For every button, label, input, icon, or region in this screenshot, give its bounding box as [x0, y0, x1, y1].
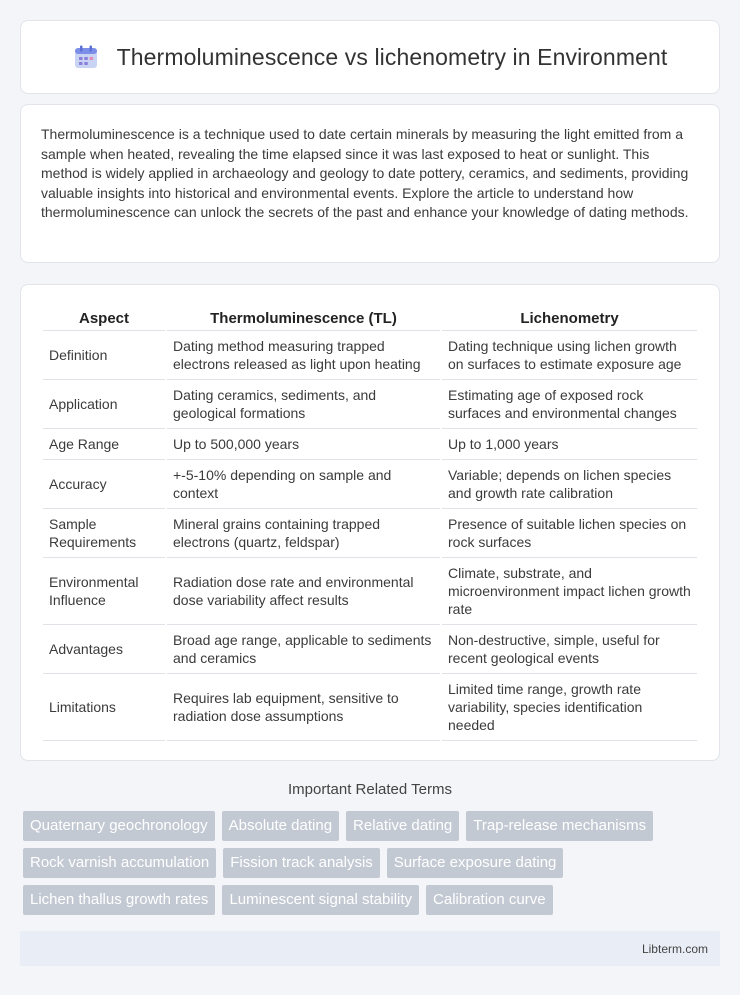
cell-tl: Dating method measuring trapped electrons released as light upon heating: [167, 331, 440, 380]
cell-lichenometry: Up to 1,000 years: [442, 429, 697, 460]
cell-lichenometry: Estimating age of exposed rock surfaces and environmental changes: [442, 380, 697, 429]
footer: [20, 931, 720, 966]
intro-card: [20, 104, 720, 263]
cell-tl: +-5-10% depending on sample and context: [167, 460, 440, 509]
table-row: [43, 380, 697, 429]
cell-lichenometry: Dating technique using lichen growth on surfaces to estimate exposure age: [442, 331, 697, 380]
table-row: [43, 674, 697, 741]
cell-aspect: Definition: [43, 331, 165, 380]
column-header-lichenometry: Lichenometry: [442, 305, 697, 331]
related-term-tag[interactable]: Calibration curve: [426, 885, 553, 915]
cell-aspect: Advantages: [43, 625, 165, 674]
related-terms-section: [20, 781, 720, 915]
footer-brand[interactable]: Libterm.com: [641, 941, 708, 956]
comparison-table: [41, 305, 699, 741]
related-terms-title: Important Related Terms: [288, 781, 452, 798]
related-term-tag[interactable]: Luminescent signal stability: [222, 885, 419, 915]
cell-lichenometry: Limited time range, growth rate variability, species identification needed: [442, 674, 697, 741]
page-header: [20, 20, 720, 94]
table-row: [43, 429, 697, 460]
cell-tl: Requires lab equipment, sensitive to radiation dose assumptions: [167, 674, 440, 741]
calendar-icon: [73, 44, 99, 70]
page-title: Thermoluminescence vs lichenometry in Environment: [116, 43, 668, 70]
cell-tl: Broad age range, applicable to sediments and ceramics: [167, 625, 440, 674]
table-row: [43, 331, 697, 380]
column-header-aspect: Aspect: [43, 305, 165, 331]
table-header-row: [43, 305, 697, 331]
cell-aspect: Accuracy: [43, 460, 165, 509]
cell-tl: Radiation dose rate and environmental dose variability affect results: [167, 558, 440, 625]
related-term-tag[interactable]: Absolute dating: [222, 811, 339, 841]
table-row: [43, 625, 697, 674]
cell-lichenometry: Climate, substrate, and microenvironment impact lichen growth rate: [442, 558, 697, 625]
table-row: [43, 509, 697, 558]
cell-aspect: Environmental Influence: [43, 558, 165, 625]
related-term-tag[interactable]: Rock varnish accumulation: [23, 848, 216, 878]
cell-lichenometry: Variable; depends on lichen species and growth rate calibration: [442, 460, 697, 509]
cell-tl: Dating ceramics, sediments, and geological formations: [167, 380, 440, 429]
cell-aspect: Sample Requirements: [43, 509, 165, 558]
cell-aspect: Application: [43, 380, 165, 429]
related-terms-list: [20, 811, 710, 915]
cell-tl: Mineral grains containing trapped electrons (quartz, feldspar): [167, 509, 440, 558]
table-row: [43, 460, 697, 509]
intro-text: Thermoluminescence is a technique used to date certain minerals by measuring the light emitted from a sample when heated, revealing the time elapsed since it was last exposed to heat or sunlight. This method is widely applied in archaeology and geology to date pottery, ceramics, and sediments, providing valuable insights into historical and environmental events. Explore the article to understand how thermoluminescence can unlock the secrets of the past and enhance your knowledge of dating methods.: [41, 126, 689, 220]
related-term-tag[interactable]: Lichen thallus growth rates: [23, 885, 215, 915]
cell-tl: Up to 500,000 years: [167, 429, 440, 460]
column-header-thermoluminescence: Thermoluminescence (TL): [167, 305, 440, 331]
table-row: [43, 558, 697, 625]
related-term-tag[interactable]: Relative dating: [346, 811, 459, 841]
related-term-tag[interactable]: Fission track analysis: [223, 848, 380, 878]
cell-aspect: Age Range: [43, 429, 165, 460]
cell-aspect: Limitations: [43, 674, 165, 741]
related-term-tag[interactable]: Trap-release mechanisms: [466, 811, 653, 841]
cell-lichenometry: Non-destructive, simple, useful for recent geological events: [442, 625, 697, 674]
related-term-tag[interactable]: Surface exposure dating: [387, 848, 564, 878]
cell-lichenometry: Presence of suitable lichen species on rock surfaces: [442, 509, 697, 558]
related-term-tag[interactable]: Quaternary geochronology: [23, 811, 215, 841]
comparison-card: [20, 284, 720, 761]
